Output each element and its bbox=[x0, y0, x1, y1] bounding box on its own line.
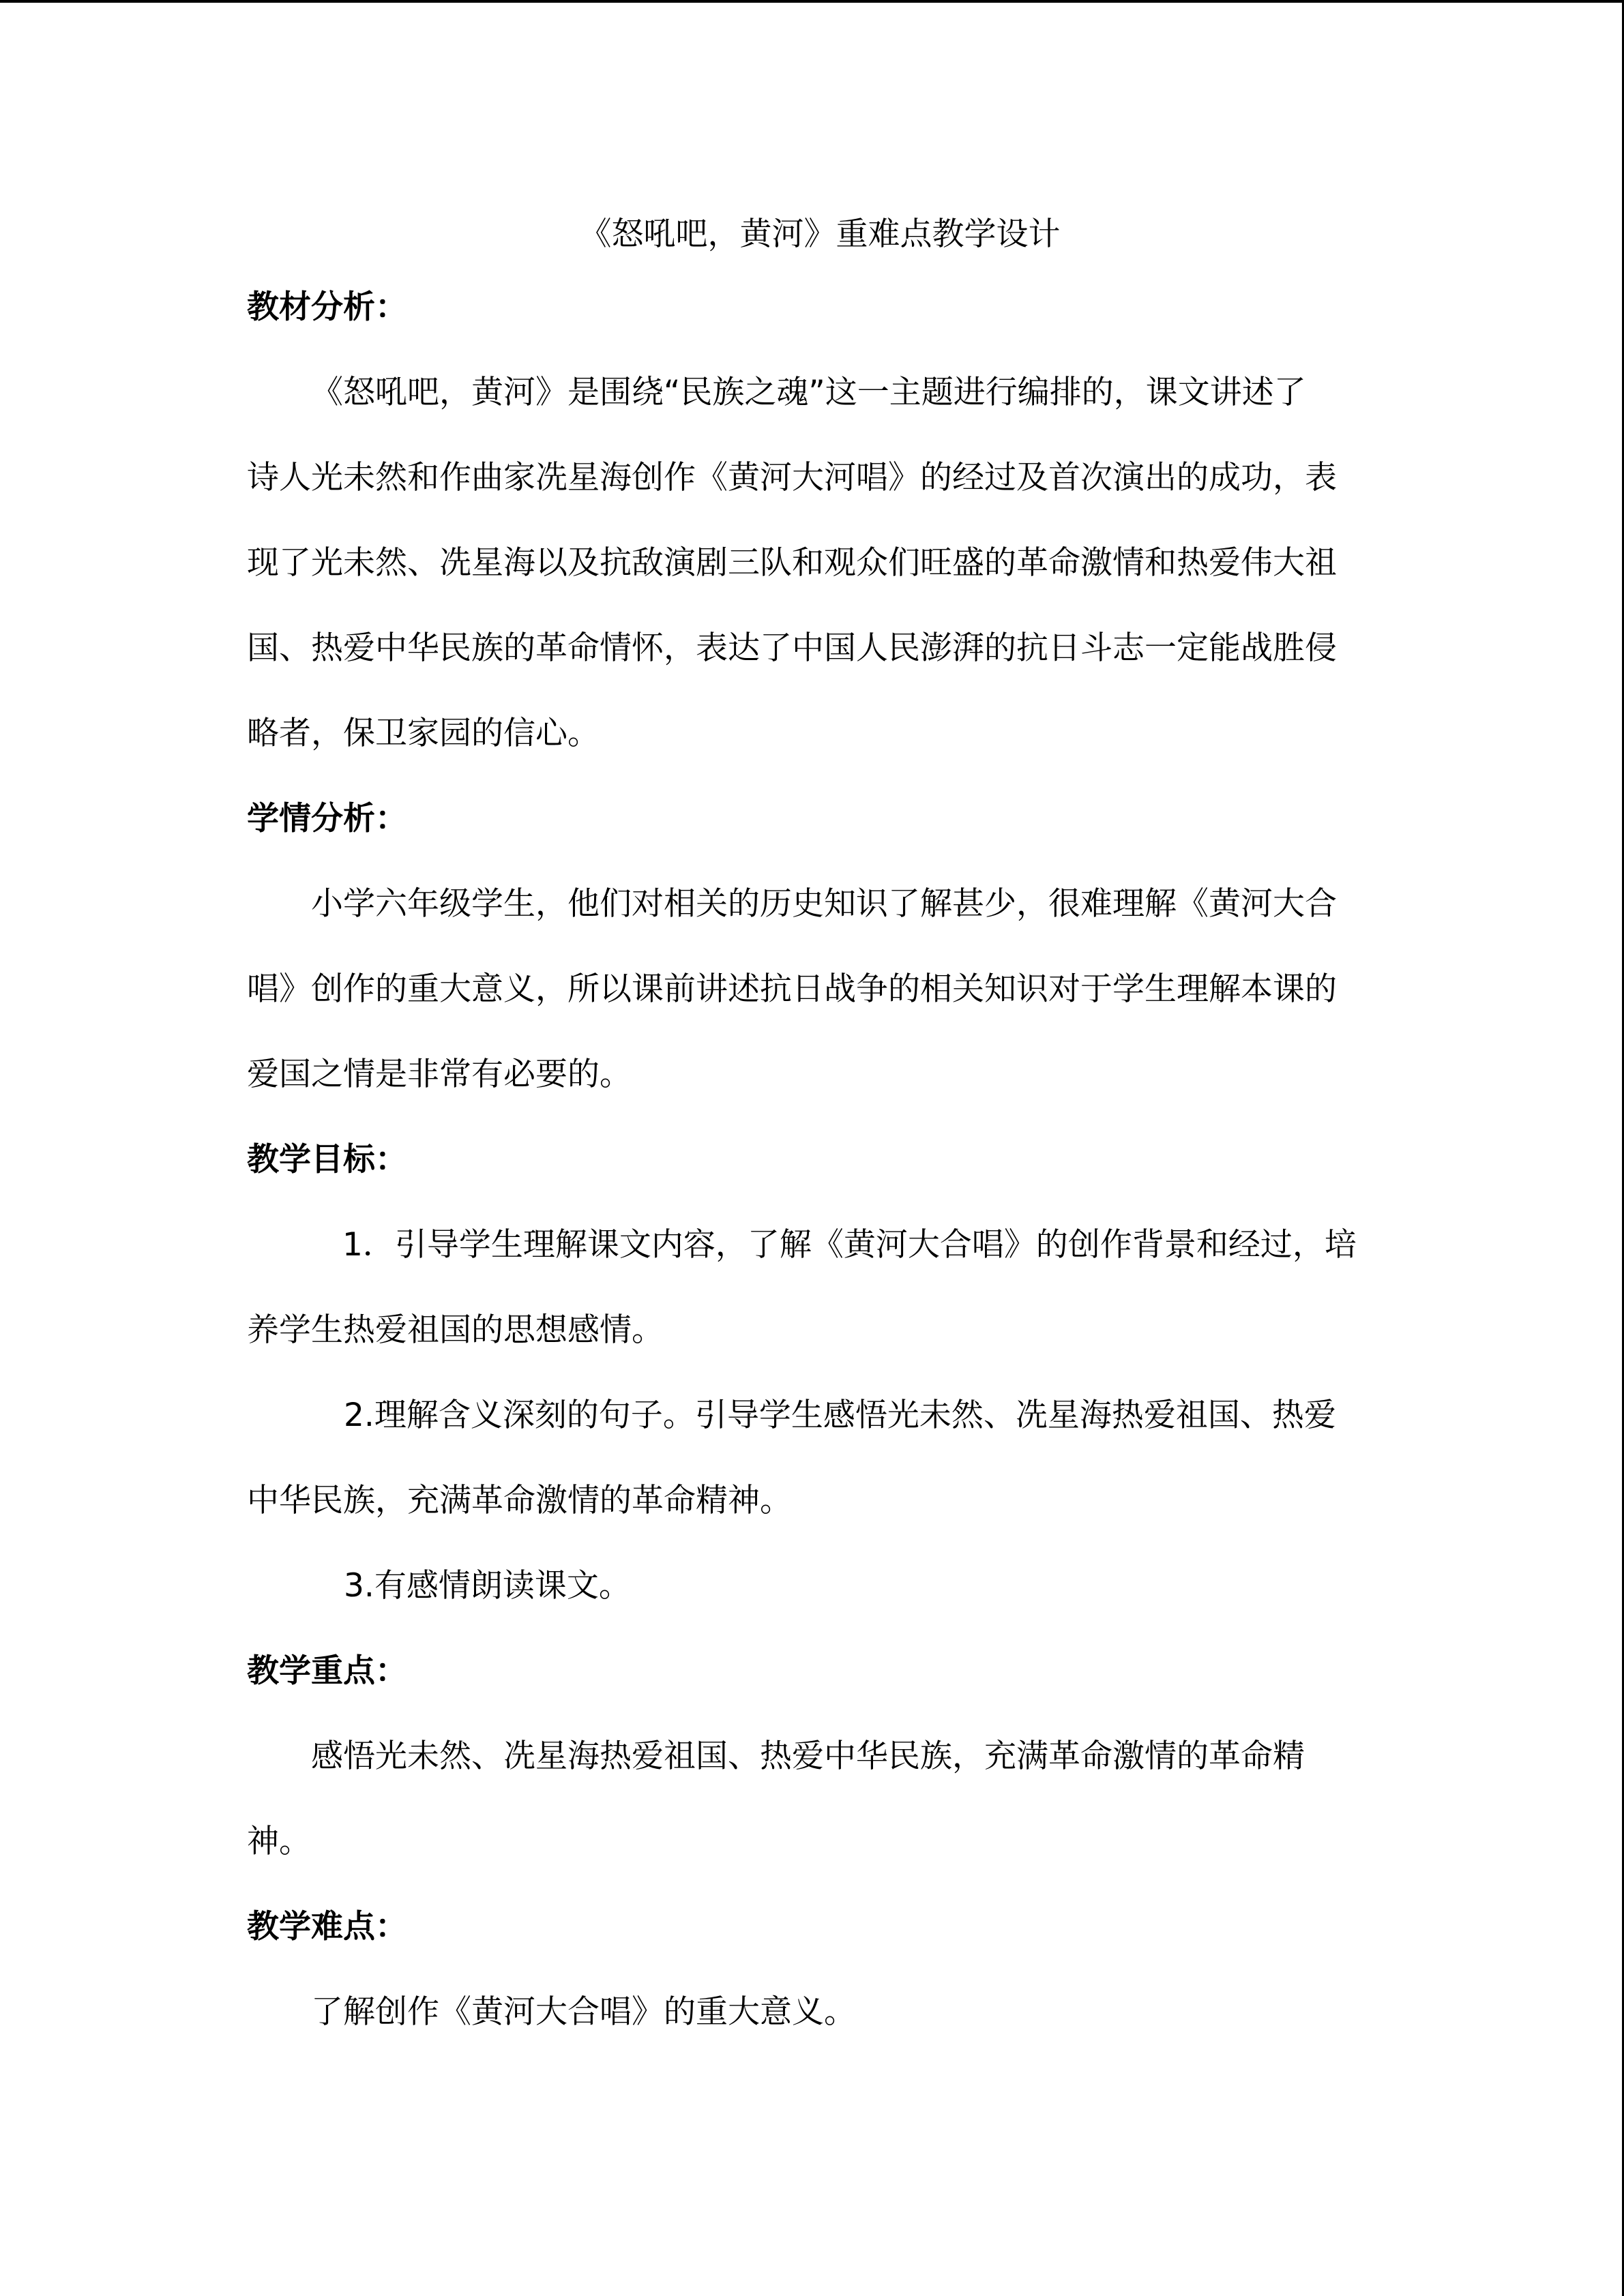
section-material-analysis bbox=[247, 265, 1379, 776]
goal-item-1: 1．引导学生理解课文内容，了解《黄河大合唱》的创作背景和经过，培 bbox=[342, 1226, 1357, 1264]
section-heading: 教材分析： bbox=[247, 288, 407, 326]
paragraph-line: 养学生热爱祖国的思想感情。 bbox=[247, 1311, 664, 1349]
paragraph-line: 感悟光未然、冼星海热爱祖国、热爱中华民族，充满革命激情的革命精 bbox=[311, 1738, 1305, 1775]
paragraph-line: 略者，保卫家园的信心。 bbox=[247, 715, 600, 752]
section-heading: 学情分析： bbox=[247, 800, 407, 837]
paragraph-line: 小学六年级学生，他们对相关的历史知识了解甚少，很难理解《黄河大合 bbox=[311, 885, 1337, 923]
paragraph-line: 了解创作《黄河大合唱》的重大意义。 bbox=[311, 1993, 856, 2031]
document-body bbox=[247, 205, 1379, 2055]
section-heading: 教学目标： bbox=[247, 1141, 407, 1178]
section-key-points bbox=[247, 1628, 1379, 1884]
paragraph-line: 唱》创作的重大意义，所以课前讲述抗日战争的相关知识对于学生理解本课的 bbox=[247, 970, 1337, 1008]
section-difficult-points bbox=[247, 1884, 1379, 2055]
section-heading: 教学重点： bbox=[247, 1652, 407, 1690]
paragraph-line: 爱国之情是非常有必要的。 bbox=[247, 1056, 632, 1093]
goal-item-2: 2.理解含义深刻的句子。引导学生感悟光未然、冼星海热爱祖国、热爱 bbox=[344, 1397, 1336, 1434]
paragraph-line: 神。 bbox=[247, 1823, 311, 1860]
page-top-border bbox=[0, 0, 1624, 3]
paragraph-line: 国、热爱中华民族的革命情怀，表达了中国人民澎湃的抗日斗志一定能战胜侵 bbox=[247, 629, 1337, 667]
goal-item-3: 3.有感情朗读课文。 bbox=[344, 1567, 631, 1605]
paragraph-line: 现了光未然、冼星海以及抗敌演剧三队和观众们旺盛的革命激情和热爱伟大祖 bbox=[247, 544, 1337, 582]
paragraph-line: 中华民族，充满革命激情的革命精神。 bbox=[247, 1482, 792, 1519]
section-student-analysis bbox=[247, 776, 1379, 1117]
section-heading: 教学难点： bbox=[247, 1908, 407, 1945]
paragraph-line: 诗人光未然和作曲家冼星海创作《黄河大河唱》的经过及首次演出的成功，表 bbox=[247, 459, 1337, 496]
paragraph-line: 《怒吼吧，黄河》是围绕“民族之魂”这一主题进行编排的，课文讲述了 bbox=[311, 374, 1306, 411]
section-teaching-goals bbox=[247, 1117, 1379, 1628]
document-title: 《怒吼吧，黄河》重难点教学设计 bbox=[579, 215, 1061, 253]
